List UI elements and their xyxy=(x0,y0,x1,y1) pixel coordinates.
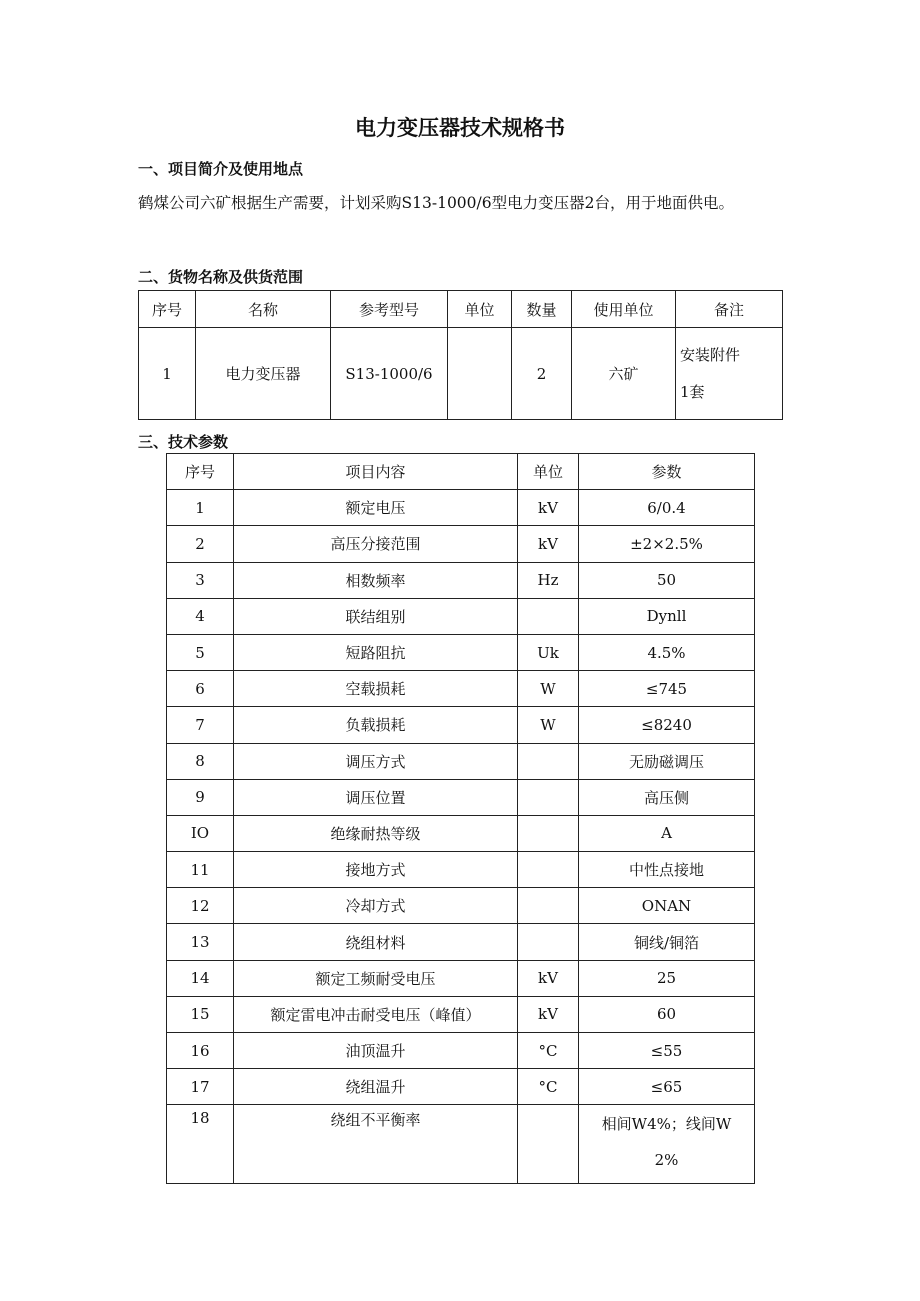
cell-unit: Uk xyxy=(518,634,579,670)
cell-value: 高压侧 xyxy=(579,779,755,815)
cell-value: ≤65 xyxy=(579,1069,755,1105)
section-heading-specs: 三、技术参数 xyxy=(138,433,229,451)
table-row xyxy=(167,743,755,779)
cell-unit xyxy=(518,888,579,924)
cell-value: 50 xyxy=(579,562,755,598)
cell-item: 调压方式 xyxy=(234,743,518,779)
cell-item: 高压分接范围 xyxy=(234,526,518,562)
table-row xyxy=(167,562,755,598)
cell-unit: W xyxy=(518,671,579,707)
cell-item: 额定雷电冲击耐受电压（峰值） xyxy=(234,996,518,1032)
cell-item: 冷却方式 xyxy=(234,888,518,924)
header-cell: 序号 xyxy=(167,454,234,490)
cell-unit xyxy=(518,815,579,851)
cell-value: 铜线/铜箔 xyxy=(579,924,755,960)
table-header-row xyxy=(167,454,755,490)
cell-value: 4.5% xyxy=(579,634,755,670)
header-cell: 参数 xyxy=(579,454,755,490)
cell-value: 25 xyxy=(579,960,755,996)
cell-no: 7 xyxy=(167,707,234,743)
cell-value: 60 xyxy=(579,996,755,1032)
cell-user: 六矿 xyxy=(572,328,676,420)
table-row xyxy=(167,960,755,996)
cell-model: S13-1000/6 xyxy=(331,328,448,420)
intro-paragraph: 鹤煤公司六矿根据生产需要，计划采购S13-1000/6型电力变压器2台，用于地面供电。 xyxy=(138,194,734,212)
header-cell: 参考型号 xyxy=(331,291,448,328)
cell-value: ≤55 xyxy=(579,1033,755,1069)
cell-unit xyxy=(518,852,579,888)
cell-item: 联结组别 xyxy=(234,598,518,634)
table-row xyxy=(167,852,755,888)
value-line: 2% xyxy=(654,1151,679,1170)
cell-remark xyxy=(676,328,783,420)
cell-item: 绝缘耐热等级 xyxy=(234,815,518,851)
cell-unit: W xyxy=(518,707,579,743)
cell-unit xyxy=(518,924,579,960)
cell-value: 无励磁调压 xyxy=(579,743,755,779)
cell-unit: kV xyxy=(518,960,579,996)
cell-item: 调压位置 xyxy=(234,779,518,815)
table-row xyxy=(167,815,755,851)
cell-no: 13 xyxy=(167,924,234,960)
cell-unit: °C xyxy=(518,1033,579,1069)
table-header-row xyxy=(139,291,783,328)
cell-unit xyxy=(518,743,579,779)
cell-no: 14 xyxy=(167,960,234,996)
cell-value: A xyxy=(579,815,755,851)
remark-line: 安装附件 xyxy=(680,345,741,364)
cell-item: 空载损耗 xyxy=(234,671,518,707)
cell-value xyxy=(579,1105,755,1184)
cell-qty: 2 xyxy=(512,328,572,420)
cell-item: 绕组不平衡率 xyxy=(234,1105,518,1184)
cell-value: ≤8240 xyxy=(579,707,755,743)
table-row xyxy=(167,598,755,634)
cell-value: Dynll xyxy=(579,598,755,634)
cell-unit: Hz xyxy=(518,562,579,598)
cell-value: 6/0.4 xyxy=(579,490,755,526)
cell-no: 15 xyxy=(167,996,234,1032)
header-cell: 项目内容 xyxy=(234,454,518,490)
cell-value: ≤745 xyxy=(579,671,755,707)
header-cell: 数量 xyxy=(512,291,572,328)
header-cell: 单位 xyxy=(448,291,512,328)
cell-no: IO xyxy=(167,815,234,851)
cell-no: 18 xyxy=(167,1105,234,1184)
cell-item: 额定电压 xyxy=(234,490,518,526)
cell-item: 绕组温升 xyxy=(234,1069,518,1105)
header-cell: 序号 xyxy=(139,291,196,328)
cell-unit xyxy=(448,328,512,420)
cell-no: 6 xyxy=(167,671,234,707)
table-row xyxy=(167,526,755,562)
cell-unit: kV xyxy=(518,526,579,562)
cell-item: 短路阻抗 xyxy=(234,634,518,670)
table-row xyxy=(167,924,755,960)
table-row xyxy=(167,996,755,1032)
cell-value: 中性点接地 xyxy=(579,852,755,888)
table-row xyxy=(167,1033,755,1069)
cell-no: 17 xyxy=(167,1069,234,1105)
supply-scope-table xyxy=(138,290,783,420)
cell-no: 2 xyxy=(167,526,234,562)
cell-no: 5 xyxy=(167,634,234,670)
page-title: 电力变压器技术规格书 xyxy=(355,116,565,140)
header-cell: 单位 xyxy=(518,454,579,490)
cell-value: ±2×2.5% xyxy=(579,526,755,562)
cell-unit: kV xyxy=(518,490,579,526)
cell-no: 3 xyxy=(167,562,234,598)
cell-item: 额定工频耐受电压 xyxy=(234,960,518,996)
table-row xyxy=(167,634,755,670)
value-line: 相间W4%；线间W xyxy=(601,1115,732,1134)
cell-value: ONAN xyxy=(579,888,755,924)
cell-no: 11 xyxy=(167,852,234,888)
cell-unit: kV xyxy=(518,996,579,1032)
cell-name: 电力变压器 xyxy=(196,328,331,420)
table-row xyxy=(167,779,755,815)
header-cell: 使用单位 xyxy=(572,291,676,328)
section-heading-intro: 一、项目简介及使用地点 xyxy=(138,160,304,178)
table-row xyxy=(167,707,755,743)
table-row xyxy=(167,1105,755,1184)
cell-unit: °C xyxy=(518,1069,579,1105)
table-row xyxy=(167,1069,755,1105)
cell-no: 4 xyxy=(167,598,234,634)
remark-line: 1套 xyxy=(680,382,705,401)
table-row xyxy=(167,888,755,924)
header-cell: 名称 xyxy=(196,291,331,328)
table-row xyxy=(167,671,755,707)
cell-unit xyxy=(518,1105,579,1184)
cell-unit xyxy=(518,598,579,634)
cell-no: 8 xyxy=(167,743,234,779)
cell-item: 绕组材料 xyxy=(234,924,518,960)
cell-no: 9 xyxy=(167,779,234,815)
table-row xyxy=(139,328,783,420)
cell-item: 油顶温升 xyxy=(234,1033,518,1069)
technical-parameters-table xyxy=(166,453,755,1184)
cell-no: 1 xyxy=(167,490,234,526)
section-heading-scope: 二、货物名称及供货范围 xyxy=(138,268,304,286)
cell-unit xyxy=(518,779,579,815)
table-row xyxy=(167,490,755,526)
cell-no: 12 xyxy=(167,888,234,924)
cell-item: 负载损耗 xyxy=(234,707,518,743)
cell-item: 相数频率 xyxy=(234,562,518,598)
header-cell: 备注 xyxy=(676,291,783,328)
cell-item: 接地方式 xyxy=(234,852,518,888)
cell-no: 16 xyxy=(167,1033,234,1069)
cell-no: 1 xyxy=(139,328,196,420)
